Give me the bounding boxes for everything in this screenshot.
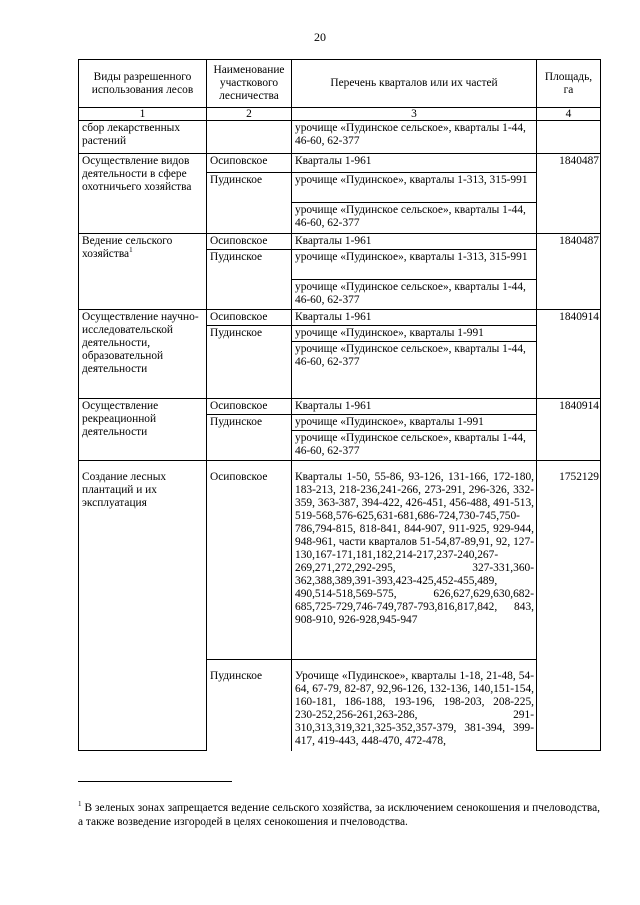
column-number: 4	[537, 108, 601, 121]
quarters-cell: урочище «Пудинское», кварталы 1-313, 315-991	[292, 250, 537, 280]
activity-cell: Осуществление научно-исследовательской деятельности, образовательной деятельности	[79, 310, 207, 399]
footnote-divider	[78, 781, 232, 782]
table-row	[79, 461, 601, 660]
table-row	[79, 310, 601, 326]
area-cell: 1840487	[537, 154, 601, 234]
footnote-mark: 1	[129, 246, 133, 255]
header-row	[79, 60, 601, 108]
quarters-cell: Кварталы 1-961	[292, 310, 537, 326]
page-number: 20	[314, 30, 326, 44]
quarters-cell: Кварталы 1-50, 55-86, 93-126, 131-166, 172-180, 183-213, 218-236,241-266, 273-291, 296-326, 332-359, 363-387, 394-422, 426-451, 456-488, 491-513, 519-568,576-625,631-681,686-724,730-745,750-786,794-815, 818-841, 844-907, 911-925, 929-944, 948-961, части кварталов 51-54,87-89,91, 92, 127-130,167-171,181,182,214-217,237-240,267-269,271,272,292-295, 327-331,360-362,388,389,391-393,423-425,452-455,489, 490,514-518,569-575, 626,627,629,630,682-685,725-729,746-749,787-793,816,817,842, 843, 908-910, 926-928,945-947	[292, 461, 537, 660]
forestry-cell: Осиповское	[207, 461, 292, 660]
continuation-row	[79, 121, 601, 154]
quarters-cell: урочище «Пудинское», кварталы 1-313, 315-991	[292, 173, 537, 203]
quarters-cell: Урочище «Пудинское», кварталы 1-18, 21-48, 54-64, 67-79, 82-87, 92,96-126, 132-136, 140,151-154, 160-181, 186-188, 193-196, 198-203, 208-225, 230-252,256-261,263-286, 291- 310,313,319,321,325-352,357-379, 381-394, 399-417, 419-443, 448-470, 472-478,	[292, 660, 537, 751]
quarters-cell: урочище «Пудинское сельское», кварталы 1-44, 46-60, 62-377	[292, 121, 537, 154]
activity-cell: сбор лекарственных растений	[79, 121, 207, 154]
activity-cell	[79, 234, 207, 310]
forestry-cell: Осиповское	[207, 310, 292, 326]
activity-cell: Осуществление рекреационной деятельности	[79, 399, 207, 461]
activity-cell: Создание лесных плантаций и их эксплуатация	[79, 461, 207, 751]
quarters-cell: урочище «Пудинское сельское», кварталы 1-44, 46-60, 62-377	[292, 431, 537, 461]
header-area: Площадь, га	[537, 60, 601, 108]
area-cell: 1840487	[537, 234, 601, 310]
quarters-cell: урочище «Пудинское сельское», кварталы 1-44, 46-60, 62-377	[292, 203, 537, 234]
quarters-cell: урочище «Пудинское», кварталы 1-991	[292, 326, 537, 342]
area-cell: 1840914	[537, 310, 601, 399]
quarters-cell: Кварталы 1-961	[292, 154, 537, 173]
table-row	[79, 234, 601, 250]
forestry-cell: Осиповское	[207, 234, 292, 250]
quarters-cell: Кварталы 1-961	[292, 234, 537, 250]
forestry-cell: Осиповское	[207, 154, 292, 173]
forestry-cell	[207, 121, 292, 154]
forestry-cell: Пудинское	[207, 415, 292, 461]
forestry-cell: Пудинское	[207, 173, 292, 234]
header-quarters: Перечень кварталов или их частей	[292, 60, 537, 108]
table-row	[79, 399, 601, 415]
header-activity: Виды разрешенного использования лесов	[79, 60, 207, 108]
area-cell: 1840914	[537, 399, 601, 461]
column-number-row	[79, 108, 601, 121]
header-forestry: Наименование участкового лесничества	[207, 60, 292, 108]
activity-text: Ведение сельского хозяйства	[82, 235, 173, 260]
forestry-cell: Осиповское	[207, 399, 292, 415]
quarters-cell: урочище «Пудинское», кварталы 1-991	[292, 415, 537, 431]
forestry-cell: Пудинское	[207, 326, 292, 399]
column-number: 2	[207, 108, 292, 121]
column-number: 3	[292, 108, 537, 121]
quarters-cell: урочище «Пудинское сельское», кварталы 1-44, 46-60, 62-377	[292, 342, 537, 399]
activity-cell: Осуществление видов деятельности в сфере охотничьего хозяйства	[79, 154, 207, 234]
table-row	[79, 154, 601, 173]
footnote-text: В зеленых зонах запрещается ведение сельского хозяйства, за исключением сенокошения и пчеловодства, а также возведение изгородей в целях сенокошения и пчеловодства.	[78, 802, 601, 828]
area-cell	[537, 121, 601, 154]
forestry-cell: Пудинское	[207, 250, 292, 310]
footnote-mark: 1	[78, 800, 82, 809]
column-number: 1	[79, 108, 207, 121]
quarters-cell: Кварталы 1-961	[292, 399, 537, 415]
quarters-cell: урочище «Пудинское сельское», кварталы 1-44, 46-60, 62-377	[292, 280, 537, 310]
forest-use-table	[78, 59, 601, 751]
forestry-cell: Пудинское	[207, 660, 292, 751]
footnote	[78, 801, 600, 829]
area-cell: 1752129	[537, 461, 601, 751]
